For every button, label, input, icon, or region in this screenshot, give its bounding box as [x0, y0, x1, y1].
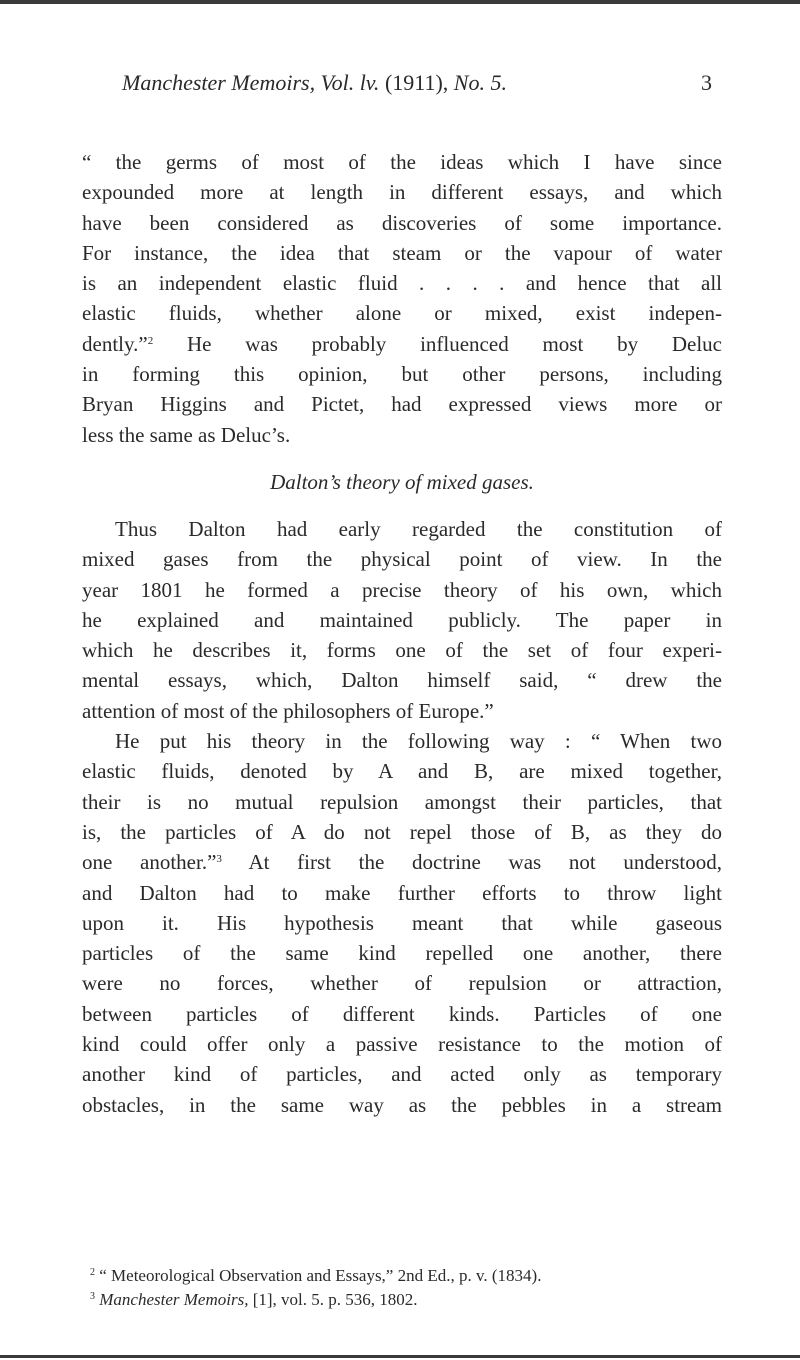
- running-header: [122, 70, 712, 106]
- text-line: mixed gases from the physical point of view. In the: [82, 547, 722, 572]
- text-line: in forming this opinion, but other persons, including: [82, 362, 722, 387]
- text-line: their is no mutual repulsion amongst their particles, that: [82, 789, 722, 814]
- text-line: elastic fluids, whether alone or mixed, exist indepen-: [82, 301, 722, 326]
- text-line: and Dalton had to make further efforts to throw light: [82, 880, 722, 905]
- section-heading: Dalton’s theory of mixed gases.: [270, 469, 534, 494]
- text-line: less the same as Deluc’s.: [82, 422, 291, 447]
- text-line: He put his theory in the following way : “ When two: [115, 729, 722, 754]
- text-line: which he describes it, forms one of the set of four experi-: [82, 638, 722, 663]
- quote-end: dently.”: [82, 331, 148, 356]
- footnote-ref: 3: [216, 853, 222, 866]
- text-span: At first the doctrine was not understood,: [221, 850, 722, 875]
- page-number: 3: [701, 70, 712, 95]
- text-line: mental essays, which, Dalton himself said, “ drew the: [82, 668, 722, 693]
- text-line: upon it. His hypothesis meant that while gaseous: [82, 910, 722, 935]
- journal-name: Manchester Memoirs,: [122, 70, 316, 95]
- year: (1911),: [384, 70, 449, 95]
- text-line: between particles of different kinds. Particles of one: [82, 1001, 722, 1026]
- text-line: For instance, the idea that steam or the vapour of water: [82, 240, 722, 265]
- text-line: another kind of particles, and acted only as temporary: [82, 1062, 722, 1087]
- footnote-journal: Manchester Memoirs,: [95, 1290, 249, 1309]
- footnote-2: [90, 1264, 720, 1288]
- text-line: “ the germs of most of the ideas which I have since: [82, 150, 722, 174]
- text-line: particles of the same kind repelled one another, there: [82, 941, 722, 966]
- text-line: is an independent elastic fluid . . . . and hence that all: [82, 271, 722, 296]
- text-line: attention of most of the philosophers of Europe.”: [82, 698, 494, 723]
- page-body: [82, 147, 722, 1120]
- text-line: [82, 329, 722, 359]
- text-line: have been considered as discoveries of some importance.: [82, 210, 722, 235]
- footnote-text: “ Meteorological Observation and Essays,” 2nd Ed., p. v. (1834).: [95, 1266, 542, 1285]
- footnote-mark: 3: [90, 1291, 95, 1302]
- text-line: kind could offer only a passive resistance to the motion of: [82, 1032, 722, 1057]
- footnote-ref: 2: [147, 334, 154, 347]
- text-line: were no forces, whether of repulsion or attraction,: [82, 971, 722, 996]
- text-span: He was probably influenced most by Deluc: [153, 331, 722, 356]
- text-line: expounded more at length in different essays, and which: [82, 180, 722, 205]
- text-line: [82, 847, 722, 877]
- volume: Vol. lv.: [320, 70, 380, 95]
- running-title: [122, 70, 507, 96]
- footnote-mark: 2: [90, 1267, 95, 1278]
- issue-number: No. 5.: [453, 70, 507, 95]
- text-line: year 1801 he formed a precise theory of his own, which: [82, 577, 722, 602]
- text-line: he explained and maintained publicly. The paper in: [82, 607, 722, 632]
- footnotes: [90, 1264, 720, 1312]
- text-line: is, the particles of A do not repel those of B, as they do: [82, 819, 722, 844]
- top-border: [0, 0, 800, 4]
- footnote-3: [90, 1288, 720, 1312]
- text-line: Bryan Higgins and Pictet, had expressed views more or: [82, 392, 722, 417]
- text-line: Thus Dalton had early regarded the constitution of: [115, 516, 722, 541]
- text-line: obstacles, in the same way as the pebbles in a stream: [82, 1092, 722, 1117]
- quote-end: one another.”: [82, 850, 217, 875]
- text-line: elastic fluids, denoted by A and B, are mixed together,: [82, 759, 722, 784]
- footnote-text: [1], vol. 5. p. 536, 1802.: [248, 1290, 418, 1309]
- bottom-border: [0, 1355, 800, 1358]
